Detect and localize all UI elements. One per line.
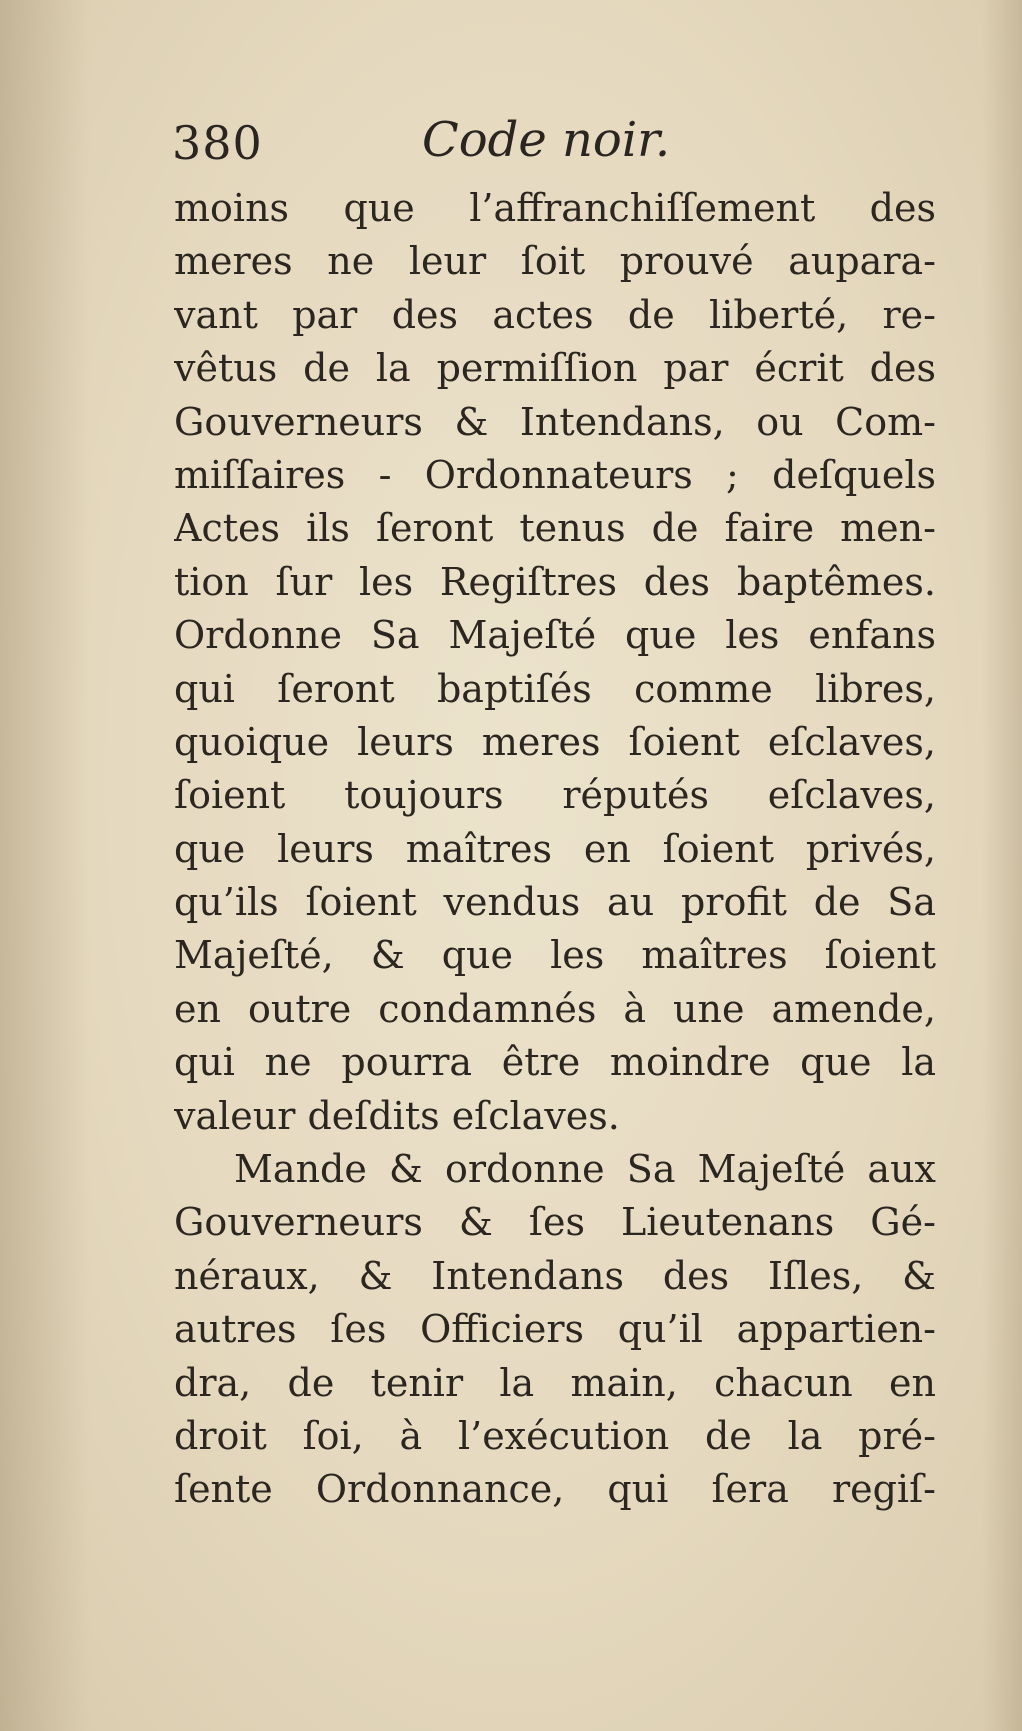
text-line: qui ne pourra être moindre que la [174,1040,936,1085]
text-line: vêtus de la permiſſion par écrit des [174,346,936,391]
page-number: 380 [172,116,263,170]
text-line: tion ſur les Regiſtres des baptêmes. [174,559,936,604]
text-line: droit ſoi, à l’exécution de la pré- [174,1413,936,1458]
text-line: qui ſeront baptiſés comme libres, [174,666,936,711]
text-line: Majeſté, & que les maîtres ſoient [174,933,936,978]
text-line: Gouverneurs & ſes Lieutenans Gé- [174,1200,936,1245]
text-line: ſoient toujours réputés eſclaves, [174,773,936,818]
paragraph-start-line: Mande & ordonne Sa Majeſté aux [234,1147,936,1192]
edge-shadow [982,0,1022,1731]
text-line: dra, de tenir la main, chacun en [174,1360,936,1405]
text-line: meres ne leur ſoit prouvé aupara- [174,239,936,284]
running-title: Code noir. [422,112,671,168]
body-text [174,182,936,1517]
text-line: vant par des actes de liberté, re- [174,292,936,337]
text-line: qu’ils ſoient vendus au profit de Sa [174,880,936,925]
text-line: en outre condamnés à une amende, [174,986,936,1031]
text-line: moins que l’affranchiſſement des [174,186,936,230]
running-header [172,108,932,168]
text-line: autres ſes Officiers qu’il appartien- [174,1307,936,1352]
text-line: quoique leurs meres ſoient eſclaves, [174,719,936,764]
text-line: Actes ils ſeront tenus de faire men- [174,506,936,551]
gutter-shadow [0,0,90,1731]
text-line: valeur deſdits eſclaves. [174,1093,620,1138]
text-line: que leurs maîtres en ſoient privés, [174,826,936,871]
text-line: néraux, & Intendans des Iſles, & [174,1253,936,1298]
text-line: Ordonne Sa Majeſté que les enfans [174,613,936,658]
text-line: Gouverneurs & Intendans, ou Com- [174,399,936,444]
text-line: ſente Ordonnance, qui ſera regiſ- [174,1467,936,1512]
text-line: miſſaires - Ordonnateurs ; deſquels [174,452,936,497]
